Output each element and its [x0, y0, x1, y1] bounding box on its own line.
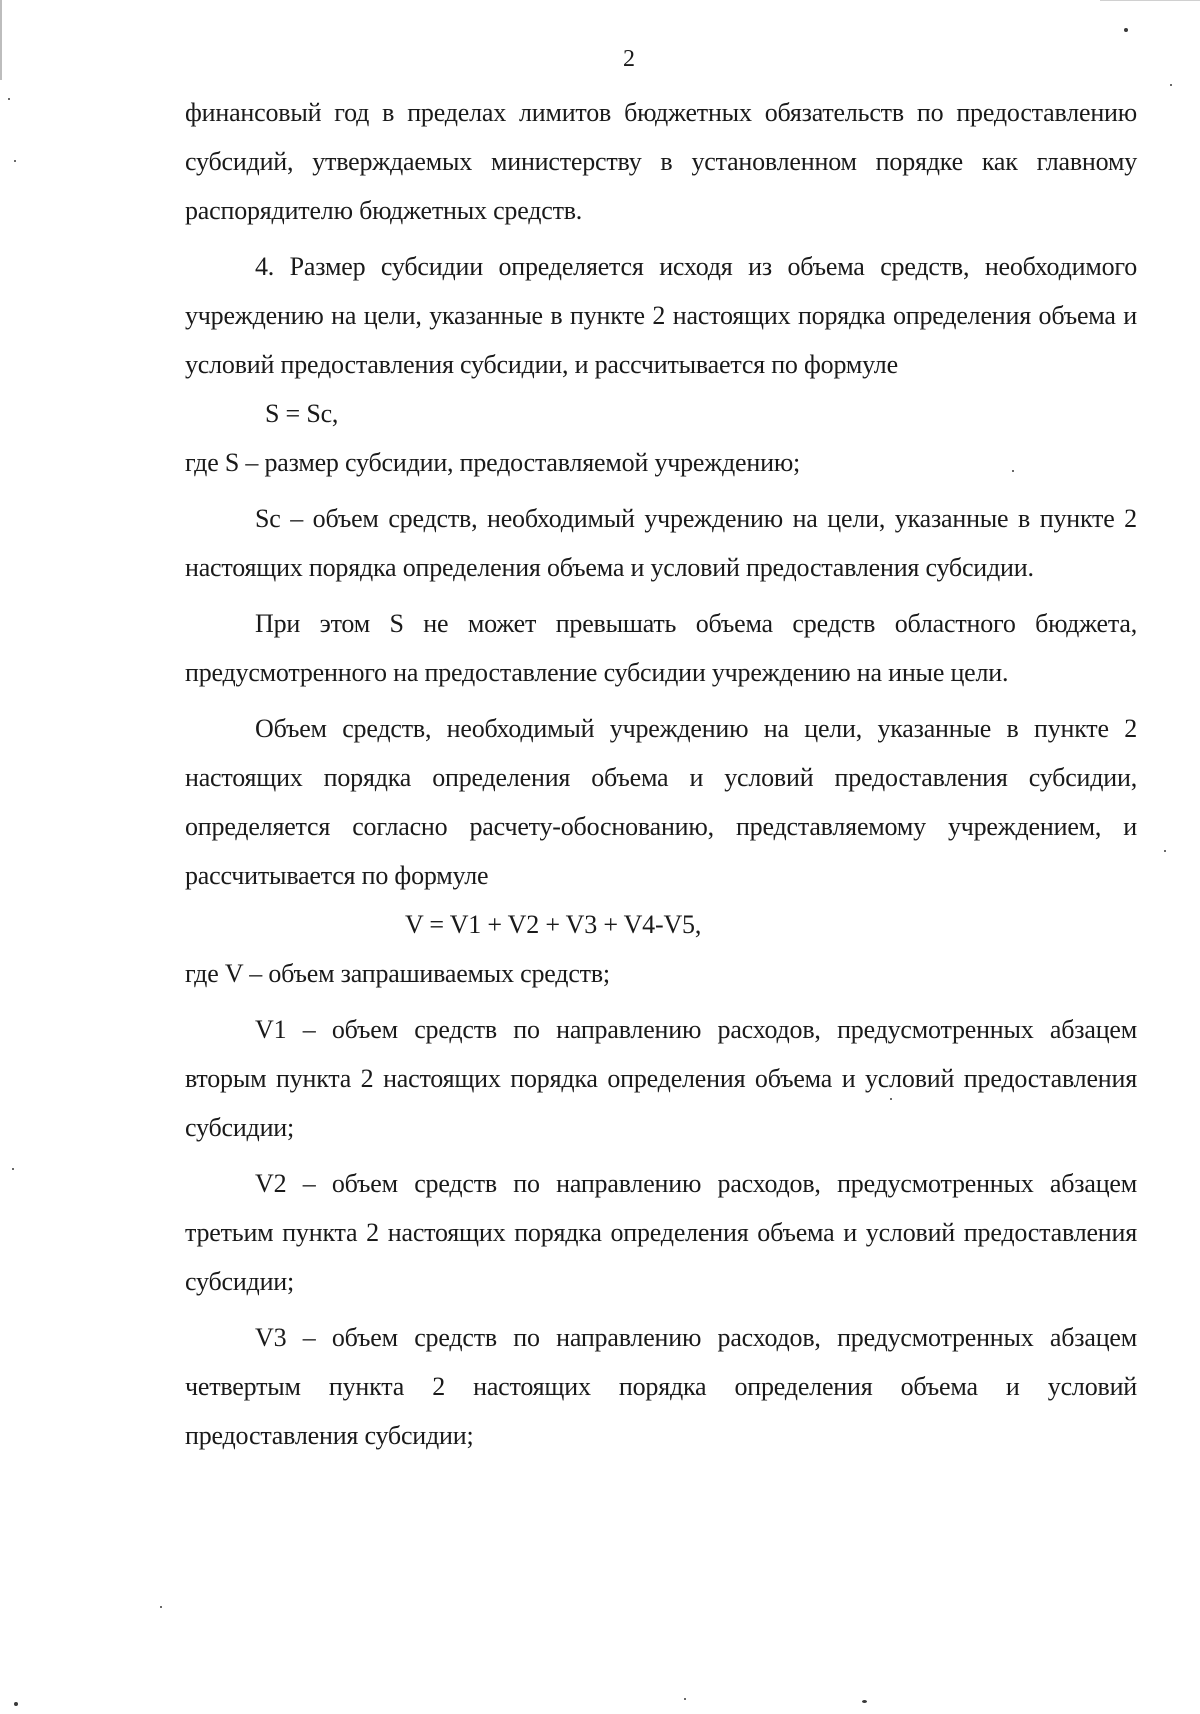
paragraph-v1-definition: V1 – объем средств по направлению расходов, предусмотренных абзацем вторым пункта 2 настоящих порядка определения объема и условий предоставления субсидии; — [185, 1015, 1137, 1142]
paragraph-where-s: где S – размер субсидии, предоставляемой учреждению; — [185, 448, 801, 477]
scan-speck — [12, 1168, 14, 1170]
paragraph-continuation: финансовый год в пределах лимитов бюджетных обязательств по предоставлению субсидий, утверждаемых министерству в установленном порядке как главному распорядителю бюджетных средств. — [185, 98, 1137, 225]
page-number: 2 — [623, 46, 635, 72]
paragraph-volume-calculation: Объем средств, необходимый учреждению на цели, указанные в пункте 2 настоящих порядка определения объема и условий предоставления субсидии, определяется согласно расчету-обоснованию, представляемому учреждением, и рассчитывается по формуле — [185, 714, 1137, 890]
scan-speck — [684, 1698, 686, 1700]
scan-speck — [1012, 470, 1014, 472]
paragraph-s-limit: При этом S не может превышать объема средств областного бюджета, предусмотренного на предоставление субсидии учреждению на иные цели. — [185, 609, 1137, 687]
document-body — [185, 88, 1137, 1460]
paragraph-item-4: 4. Размер субсидии определяется исходя из объема средств, необходимого учреждению на цели, указанные в пункте 2 настоящих порядка определения объема и условий предоставления субсидии, и рассчитывается по формуле — [185, 252, 1137, 379]
scan-speck — [8, 98, 10, 100]
paragraph-v2-definition: V2 – объем средств по направлению расходов, предусмотренных абзацем третьим пункта 2 настоящих порядка определения объема и условий предоставления субсидии; — [185, 1169, 1137, 1296]
scan-speck — [890, 1098, 892, 1100]
scan-speck — [1170, 84, 1172, 86]
formula-s: S = Sc, — [265, 399, 339, 428]
paragraph-where-v: где V – объем запрашиваемых средств; — [185, 959, 610, 988]
paragraph-sc-definition: Sc – объем средств, необходимый учреждению на цели, указанные в пункте 2 настоящих порядка определения объема и условий предоставления субсидии. — [185, 504, 1137, 582]
scan-edge-line — [1100, 0, 1200, 1]
scan-speck — [1164, 850, 1166, 852]
scan-speck — [14, 1702, 18, 1706]
formula-v: V = V1 + V2 + V3 + V4-V5, — [405, 910, 702, 939]
scan-speck — [14, 160, 16, 162]
scan-speck — [160, 1606, 162, 1608]
paragraph-v3-definition: V3 – объем средств по направлению расходов, предусмотренных абзацем четвертым пункта 2 настоящих порядка определения объема и условий предоставления субсидии; — [185, 1323, 1137, 1450]
scan-speck — [1124, 28, 1128, 32]
scan-speck — [862, 1700, 867, 1703]
